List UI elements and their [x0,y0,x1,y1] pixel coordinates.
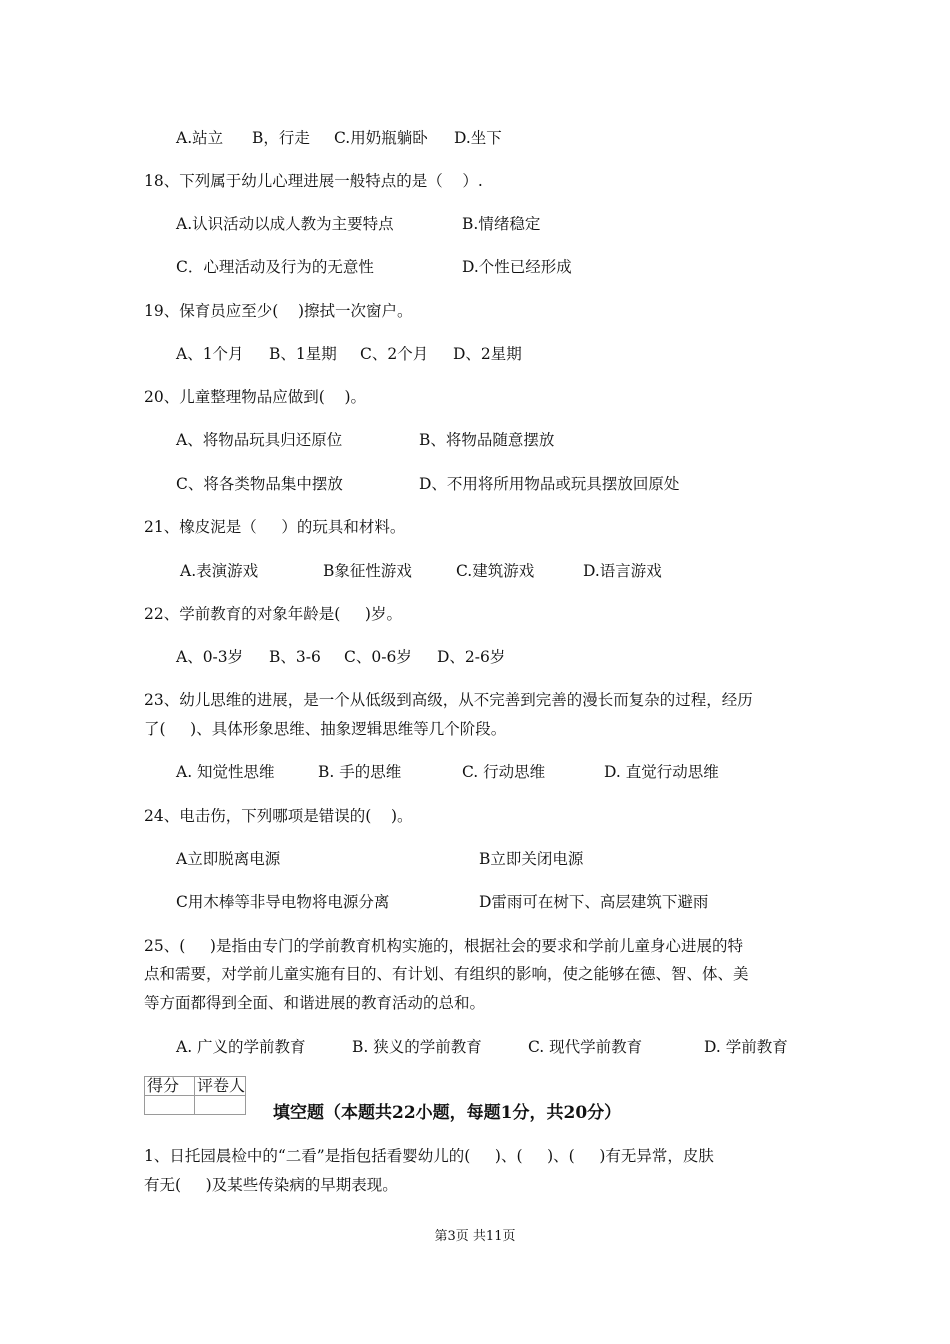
q18-stem: 18、下列属于幼儿心理进展一般特点的是（ ）. [144,172,483,190]
q23-stem-line1: 23、幼儿思维的进展，是一个从低级到高级，从不完善到完善的漫长而复杂的过程，经历 [144,691,753,709]
q19-option-c: C、2个月 [360,345,429,363]
q24-option-c: C用木棒等非导电物将电源分离 [176,893,390,911]
q20-option-a: A、将物品玩具归还原位 [176,431,343,449]
score-table [144,1076,246,1115]
section-title: 填空题（本题共22小题，每题1分，共20分） [273,1103,622,1123]
q25-option-a: A. 广义的学前教育 [176,1038,306,1056]
q25-stem-line1: 25、( )是指由专门的学前教育机构实施的，根据社会的要求和学前儿童身心进展的特 [144,937,743,955]
fill1-line2: 有无( )及某些传染病的早期表现。 [144,1176,398,1194]
q24-option-a: A立即脱离电源 [176,850,281,868]
q18-option-b: B.情绪稳定 [462,215,541,233]
q20-option-d: D、不用将所用物品或玩具摆放回原处 [419,475,680,493]
grader-header: 评卷人 [195,1077,246,1096]
score-cell [145,1096,195,1115]
q25-option-c: C. 现代学前教育 [528,1038,643,1056]
q19-option-b: B、1星期 [269,345,337,363]
fill1-line1: 1、日托园晨检中的“二看”是指包括看婴幼儿的( )、( )、( )有无异常，皮肤 [144,1147,714,1165]
q19-option-d: D、2星期 [453,345,522,363]
q23-option-a: A. 知觉性思维 [176,763,275,781]
q22-option-c: C、0-6岁 [344,648,412,666]
q17-option-b: B，行走 [252,129,310,147]
q23-option-c: C. 行动思维 [462,763,546,781]
q17-option-c: C.用奶瓶躺卧 [334,129,428,147]
q19-option-a: A、1个月 [176,345,244,363]
q19-stem: 19、保育员应至少( )擦拭一次窗户。 [144,302,413,320]
q25-stem-line2: 点和需要，对学前儿童实施有目的、有计划、有组织的影响，使之能够在德、智、体、美 [144,965,749,983]
q20-stem: 20、儿童整理物品应做到( )。 [144,388,367,406]
q22-stem: 22、学前教育的对象年龄是( )岁。 [144,605,402,623]
q22-option-b: B、3-6 [269,648,321,666]
score-header: 得分 [145,1077,195,1096]
q24-stem: 24、电击伤，下列哪项是错误的( )。 [144,807,413,825]
q25-option-b: B. 狭义的学前教育 [352,1038,482,1056]
q23-stem-line2: 了( )、具体形象思维、抽象逻辑思维等几个阶段。 [144,720,507,738]
q18-option-c: C．心理活动及行为的无意性 [176,258,374,276]
q22-option-a: A、0-3岁 [176,648,244,666]
q23-option-d: D. 直觉行动思维 [604,763,719,781]
q18-option-d: D.个性已经形成 [462,258,572,276]
q25-option-d: D. 学前教育 [704,1038,788,1056]
q22-option-d: D、2-6岁 [437,648,506,666]
q21-stem: 21、橡皮泥是（ ）的玩具和材料。 [144,518,406,536]
q21-option-c: C.建筑游戏 [456,562,535,580]
q18-option-a: A.认识活动以成人教为主要特点 [176,215,394,233]
q21-option-a: A.表演游戏 [180,562,259,580]
q25-stem-line3: 等方面都得到全面、和谐进展的教育活动的总和。 [144,994,486,1012]
q17-option-d: D.坐下 [454,129,502,147]
q20-option-c: C、将各类物品集中摆放 [176,475,343,493]
q24-option-d: D雷雨可在树下、高层建筑下避雨 [479,893,709,911]
q21-option-b: B象征性游戏 [323,562,412,580]
q17-option-a: A.站立 [176,129,224,147]
page-footer: 第3页 共11页 [434,1229,516,1244]
q23-option-b: B. 手的思维 [318,763,402,781]
q24-option-b: B立即关闭电源 [479,850,584,868]
q21-option-d: D.语言游戏 [583,562,662,580]
grader-cell [195,1096,246,1115]
q20-option-b: B、将物品随意摆放 [419,431,555,449]
